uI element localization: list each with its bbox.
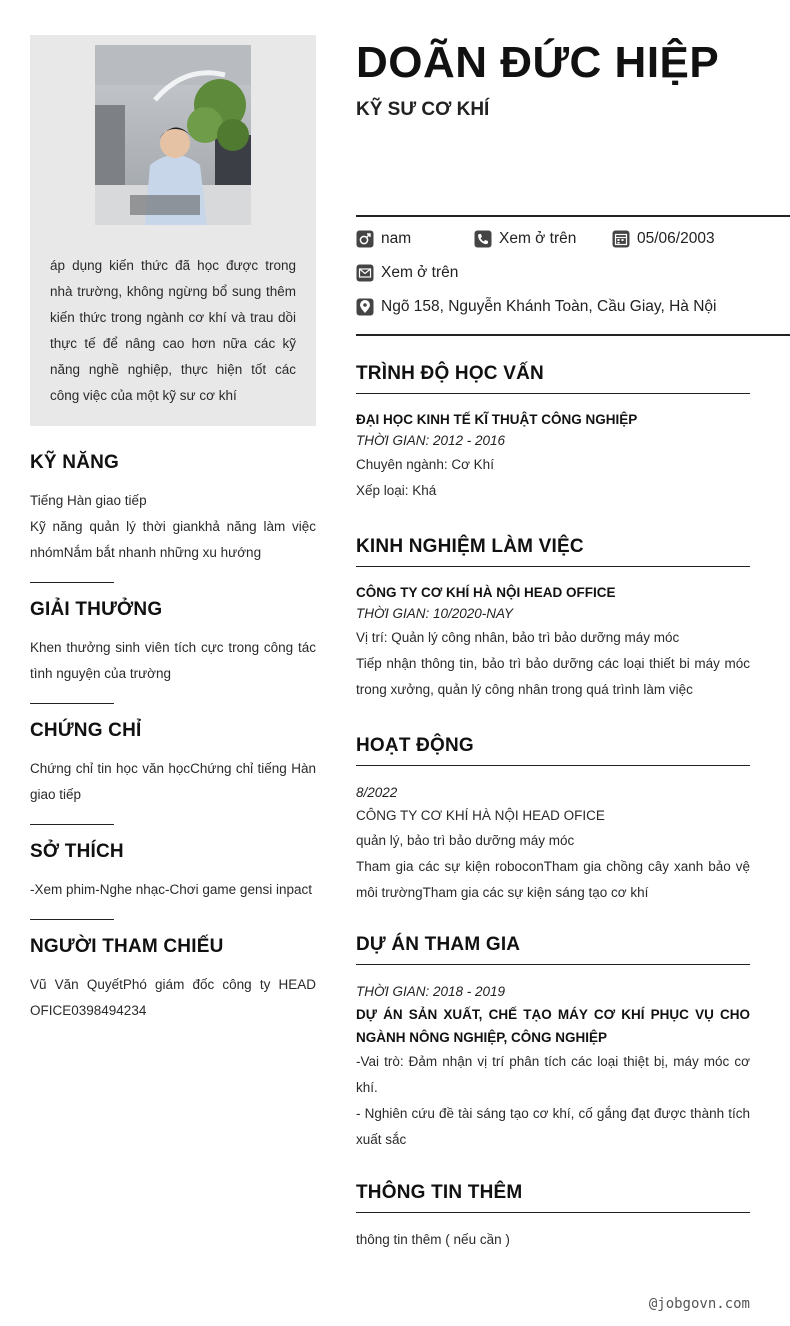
additional-heading: THÔNG TIN THÊM: [356, 1182, 750, 1213]
profile-box: [30, 35, 316, 426]
phone-value: Xem ở trên: [499, 230, 577, 247]
experience-heading: KINH NGHIỆM LÀM VIỆC: [356, 536, 750, 567]
awards-section: [30, 599, 316, 704]
email-icon: [356, 264, 374, 282]
left-column: [30, 35, 316, 1024]
activities-role: quản lý, bảo trì bảo dưỡng máy móc: [356, 833, 575, 848]
project-name: DỰ ÁN SẢN XUẤT, CHẾ TẠO MÁY CƠ KHÍ PHỤC VỤ CHO NGÀNH NÔNG NGHIỆP, CÔNG NGHIỆP: [356, 1007, 750, 1045]
school-name: ĐẠI HỌC KINH TẾ KĨ THUẬT CÔNG NGHIỆP: [356, 412, 638, 427]
references-text: Vũ Văn QuyếtPhó giám đốc công ty HEAD OFICE0398494234: [30, 977, 316, 1018]
references-section: [30, 936, 316, 1024]
calendar-icon: [612, 230, 630, 248]
certificates-heading: CHỨNG CHỈ: [30, 720, 142, 741]
location-icon: [356, 298, 374, 316]
hobbies-heading: SỞ THÍCH: [30, 841, 124, 862]
profile-photo: [95, 45, 251, 225]
awards-heading: GIẢI THƯỞNG: [30, 599, 163, 620]
career-summary: áp dụng kiến thức đã học được trong nhà trường, không ngừng bổ sung thêm kiến thức trong ngành cơ khí và trau dồi thực tế để nâng cao hơn nữa các kỹ năng nghề nghiệp, thực hiện tốt các công việc của một kỹ sư cơ khí: [50, 258, 296, 403]
contact-birthday: [612, 230, 715, 248]
watermark: @jobgovn.com: [648, 1296, 750, 1312]
profile-photo-image: [95, 45, 251, 225]
skills-section: [30, 452, 316, 583]
contact-block: [356, 215, 790, 336]
activities-section: [356, 735, 750, 906]
projects-heading: DỰ ÁN THAM GIA: [356, 934, 750, 965]
project-research: - Nghiên cứu đề tài sáng tạo cơ khí, cố gắng đạt được thành tích xuất sắc: [356, 1106, 750, 1147]
right-column: [356, 35, 790, 1247]
activities-description: Tham gia các sự kiện roboconTham gia chồng cây xanh bảo vệ môi trườngTham gia các sự kiện sáng tạo cơ khí: [356, 859, 750, 900]
education-grade: Xếp loại: Khá: [356, 483, 437, 498]
contact-email: [356, 264, 458, 282]
skills-heading: KỸ NĂNG: [30, 452, 120, 473]
projects-time: THỜI GIAN: 2018 - 2019: [356, 984, 506, 999]
awards-text: Khen thưởng sinh viên tích cực trong công tác tình nguyện của trường: [30, 640, 316, 681]
company-name: CÔNG TY CƠ KHÍ HÀ NỘI HEAD OFFICE: [356, 585, 616, 600]
education-time: THỜI GIAN: 2012 - 2016: [356, 433, 506, 448]
education-heading: TRÌNH ĐỘ HỌC VẤN: [356, 363, 750, 394]
skill-item: Tiếng Hàn giao tiếp: [30, 493, 147, 508]
skill-item: Kỹ năng quản lý thời giankhả năng làm việc nhómNắm bắt nhanh những xu hướng: [30, 519, 316, 560]
hobbies-text: -Xem phim-Nghe nhạc-Chơi game gensi inpact: [30, 882, 312, 897]
education-section: [356, 363, 750, 504]
certificates-section: [30, 720, 316, 825]
section-divider: [30, 582, 114, 583]
gender-value: nam: [381, 230, 412, 247]
section-divider: [30, 824, 114, 825]
certificates-text: Chứng chỉ tin học văn họcChứng chỉ tiếng Hàn giao tiếp: [30, 761, 316, 802]
activities-time: 8/2022: [356, 785, 398, 800]
gender-icon: [356, 230, 374, 248]
hobbies-section: [30, 841, 316, 920]
activities-heading: HOẠT ĐỘNG: [356, 735, 750, 766]
birthday-value: 05/06/2003: [637, 230, 715, 247]
phone-icon: [474, 230, 492, 248]
additional-section: [356, 1182, 750, 1253]
experience-description: Tiếp nhận thông tin, bảo trì bảo dưỡng các loại thiết bi máy móc trong xưởng, quản lý công nhân trong quá trình làm việc: [356, 656, 750, 697]
experience-section: [356, 536, 750, 703]
address-value: Ngõ 158, Nguyễn Khánh Toàn, Cầu Giay, Hà Nội: [381, 298, 717, 315]
projects-section: [356, 934, 750, 1153]
experience-time: THỜI GIAN: 10/2020-NAY: [356, 606, 514, 621]
activities-org: CÔNG TY CƠ KHÍ HÀ NỘI HEAD OFICE: [356, 808, 605, 823]
contact-gender: [356, 230, 411, 248]
email-value: Xem ở trên: [381, 264, 459, 281]
candidate-name: DOÃN ĐỨC HIỆP: [356, 38, 720, 87]
job-title: KỸ SƯ CƠ KHÍ: [356, 99, 490, 120]
experience-position: Vị trí: Quản lý công nhân, bảo trì bảo dưỡng máy móc: [356, 630, 680, 645]
contact-phone: [474, 230, 576, 248]
section-divider: [30, 919, 114, 920]
additional-text: thông tin thêm ( nếu cần ): [356, 1232, 510, 1247]
section-divider: [30, 703, 114, 704]
contact-address: [356, 298, 716, 316]
education-major: Chuyên ngành: Cơ Khí: [356, 457, 494, 472]
references-heading: NGƯỜI THAM CHIẾU: [30, 936, 224, 957]
project-role: -Vai trò: Đảm nhận vị trí phân tích các loại thiệt bị, máy móc cơ khí.: [356, 1054, 750, 1095]
